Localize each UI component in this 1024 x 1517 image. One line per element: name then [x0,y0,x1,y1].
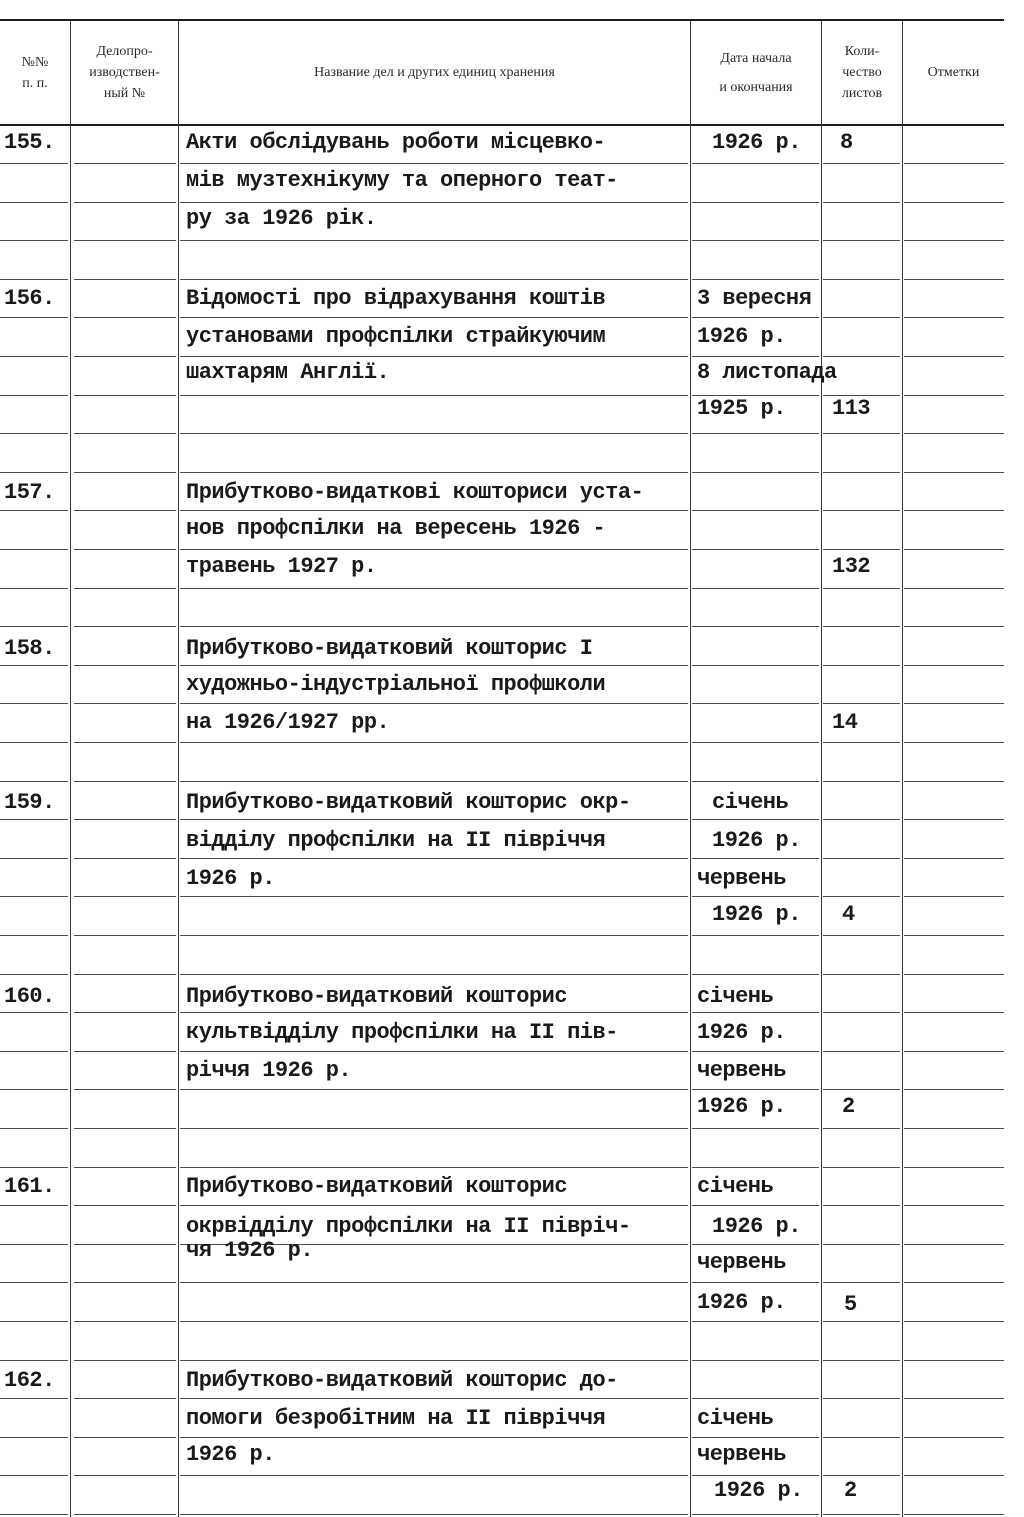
ruled-line [74,317,176,318]
record-date-line: 1926 р. [714,1478,803,1503]
ruled-line [692,1282,819,1283]
ruled-line [180,665,688,666]
header-col-dates [691,21,821,124]
record-date-line: червень [697,1442,786,1467]
ruled-line [180,974,688,975]
ruled-line [0,1051,68,1052]
ruled-line [74,202,176,203]
record-date-line: 1926 р. [712,902,801,927]
ruled-line [904,317,1004,318]
ruled-line [74,1128,176,1129]
ruled-line [823,1398,900,1399]
ruled-line [0,781,68,782]
ruled-line [823,317,900,318]
ruled-line [692,1398,819,1399]
header-text: ный № [103,86,146,101]
ruled-line [74,279,176,280]
ruled-line [180,510,688,511]
record-date-line: 1926 р. [712,828,801,853]
ruled-line [0,665,68,666]
ruled-line [692,202,819,203]
ruled-line [0,433,68,434]
ruled-line [692,1244,819,1245]
ruled-line [823,935,900,936]
column-divider [70,21,71,1517]
ruled-line [180,1514,688,1515]
ruled-line [904,1321,1004,1322]
record-title-line: установами профспілки страйкуючим [186,324,606,349]
ruled-line [180,356,688,357]
ruled-line [180,1128,688,1129]
record-sheet-count: 132 [832,554,871,579]
record-title-line: художньо-індустріальної профшколи [186,672,606,697]
ruled-line [692,703,819,704]
header-col-number [0,21,70,124]
record-title-line: Акти обслідувань роботи місцевко- [186,130,606,155]
ruled-line [74,1089,176,1090]
ruled-line [0,356,68,357]
record-date-line: 1926 р. [697,1020,786,1045]
ruled-line [74,472,176,473]
ruled-line [74,1514,176,1515]
ruled-line [823,819,900,820]
record-date-line: січень [697,1406,774,1431]
ruled-line [823,974,900,975]
ruled-line [0,935,68,936]
ruled-line [823,1205,900,1206]
ruled-line [904,1282,1004,1283]
ruled-line [692,1437,819,1438]
ruled-line [180,1475,688,1476]
header-text: Дата начала [720,50,792,66]
ruled-line [904,1012,1004,1013]
ruled-line [0,1514,68,1515]
record-title-line: Відомості про відрахування коштів [186,286,606,311]
ruled-line [904,1051,1004,1052]
header-text: п. п. [22,75,48,91]
record-title-line: Прибутково-видаткові кошториси уста- [186,480,644,505]
ruled-line [904,781,1004,782]
ruled-line [823,1360,900,1361]
record-sheet-count: 113 [832,396,871,421]
ruled-line [0,1205,68,1206]
ruled-line [823,1244,900,1245]
column-divider [902,21,903,1517]
ruled-line [692,1167,819,1168]
record-title-line: травень 1927 р. [186,554,377,579]
ruled-line [823,1051,900,1052]
ruled-line [180,1167,688,1168]
ruled-line [0,588,68,589]
ruled-line [74,163,176,164]
header-text: Делопро- [96,44,153,59]
ruled-line [692,279,819,280]
ruled-line [180,1051,688,1052]
ruled-line [904,549,1004,550]
ruled-line [904,433,1004,434]
column-divider [178,21,179,1517]
record-date-line: 1926 р. [697,1094,786,1119]
record-title-line: 1926 р. [186,866,275,891]
ruled-line [904,896,1004,897]
ruled-line [904,703,1004,704]
ruled-line [74,781,176,782]
ruled-line [180,1205,688,1206]
ruled-line [180,1089,688,1090]
record-title-line: Прибутково-видатковий кошторис [186,984,568,1009]
ruled-line [180,1360,688,1361]
ruled-line [692,433,819,434]
ruled-line [904,1089,1004,1090]
ruled-line [74,1282,176,1283]
ruled-line [904,819,1004,820]
ruled-line [74,395,176,396]
ruled-line [0,510,68,511]
ruled-line [904,1398,1004,1399]
ruled-line [74,1205,176,1206]
ruled-line [74,1475,176,1476]
record-date-line: 1926 р. [697,324,786,349]
record-title-line: відділу профспілки на II півріччя [186,828,606,853]
ruled-line [180,472,688,473]
ruled-line [692,510,819,511]
ruled-line [0,742,68,743]
ruled-line [0,1244,68,1245]
ruled-line [180,317,688,318]
ruled-line [74,240,176,241]
record-sheet-count: 8 [840,130,853,155]
ruled-line [692,1051,819,1052]
ruled-line [0,549,68,550]
record-date-line: червень [697,866,786,891]
header-text: и окончания [719,79,793,95]
record-sheet-count: 4 [842,902,855,927]
ruled-line [0,240,68,241]
ruled-line [74,1437,176,1438]
ruled-line [180,1437,688,1438]
ruled-line [823,1089,900,1090]
ruled-line [904,163,1004,164]
ruled-line [904,935,1004,936]
ruled-line [904,1205,1004,1206]
ruled-line [904,202,1004,203]
ruled-line [692,858,819,859]
ruled-line [74,1321,176,1322]
ruled-line [692,1360,819,1361]
ruled-line [823,896,900,897]
ruled-line [904,510,1004,511]
ruled-line [74,1244,176,1245]
record-title-line: Прибутково-видатковий кошторис окр- [186,790,631,815]
record-title-line: помоги безробітним на II півріччя [186,1406,606,1431]
ruled-line [74,819,176,820]
ruled-line [692,240,819,241]
ruled-line [74,1012,176,1013]
ruled-line [823,549,900,550]
header-text: листов [841,86,883,101]
ruled-line [823,626,900,627]
ruled-line [692,1012,819,1013]
ruled-line [823,703,900,704]
ruled-line [180,819,688,820]
record-title-line: Прибутково-видатковий кошторис [186,1174,568,1199]
ruled-line [692,626,819,627]
ruled-line [823,433,900,434]
ruled-line [823,510,900,511]
ruled-line [692,163,819,164]
ruled-line [692,935,819,936]
ruled-line [180,433,688,434]
record-date-line: 8 листопада [697,360,837,385]
ruled-line [0,1437,68,1438]
ruled-line [823,1282,900,1283]
ruled-line [692,317,819,318]
ruled-line [823,163,900,164]
ruled-line [74,665,176,666]
ruled-line [74,742,176,743]
ruled-line [0,819,68,820]
ruled-line [823,1475,900,1476]
ruled-line [0,1398,68,1399]
ruled-line [0,858,68,859]
ruled-line [823,588,900,589]
ruled-line [692,588,819,589]
ruled-line [180,279,688,280]
ruled-line [74,1051,176,1052]
ruled-line [180,1321,688,1322]
ruled-line [0,1475,68,1476]
ruled-line [74,356,176,357]
ruled-line [180,935,688,936]
record-title-line: нов профспілки на вересень 1926 - [186,516,606,541]
header-text: чество [842,65,882,80]
ruled-line [180,703,688,704]
ruled-line [904,240,1004,241]
ruled-line [74,549,176,550]
ruled-line [692,1514,819,1515]
ruled-line [180,896,688,897]
record-title-line: ру за 1926 рік. [186,206,377,231]
ruled-line [74,1398,176,1399]
ruled-line [904,1244,1004,1245]
ruled-line [823,665,900,666]
ruled-line [692,1089,819,1090]
record-title-line: окрвідділу профспілки на II півріч- [186,1214,631,1239]
ruled-line [823,1012,900,1013]
record-date-line: червень [697,1058,786,1083]
ruled-line [74,1167,176,1168]
column-divider [821,21,822,1517]
record-date-line: 1926 р. [712,1214,801,1239]
ruled-line [180,588,688,589]
ruled-line [823,240,900,241]
ruled-line [904,395,1004,396]
ruled-line [74,510,176,511]
record-title-line: культвідділу профспілки на II пів- [186,1020,618,1045]
ruled-line [692,549,819,550]
record-date-line: січень [697,984,774,1009]
header-col-sheet-count [822,21,902,124]
ruled-line [692,1321,819,1322]
record-title-line: річчя 1926 р. [186,1058,352,1083]
ruled-line [180,781,688,782]
ruled-line [904,279,1004,280]
ruled-line [692,1205,819,1206]
record-title-line: 1926 р. [186,1442,275,1467]
ruled-line [74,858,176,859]
ruled-line [180,549,688,550]
ruled-line [904,472,1004,473]
ruled-line [0,1360,68,1361]
ruled-line [180,1398,688,1399]
ruled-line [180,858,688,859]
ruled-line [904,858,1004,859]
record-number: 155. [4,130,55,155]
record-title-line: шахтарям Англії. [186,360,390,385]
record-number: 162. [4,1368,55,1393]
record-number: 159. [4,790,55,815]
ruled-line [692,472,819,473]
ruled-line [180,626,688,627]
ruled-line [74,433,176,434]
ruled-line [904,1475,1004,1476]
ruled-line [904,974,1004,975]
record-number: 160. [4,984,55,1009]
record-number: 156. [4,286,55,311]
record-number: 157. [4,480,55,505]
record-title-line: Прибутково-видатковий кошторис до- [186,1368,618,1393]
ruled-line [180,240,688,241]
ruled-line [0,1167,68,1168]
header-text: №№ [21,54,49,70]
ruled-line [904,1128,1004,1129]
record-sheet-count: 2 [844,1478,857,1503]
record-title-line: на 1926/1927 рр. [186,710,390,735]
ruled-line [904,356,1004,357]
ruled-line [74,1360,176,1361]
ruled-line [823,356,900,357]
ruled-line [904,588,1004,589]
ruled-line [692,742,819,743]
ruled-line [904,1167,1004,1168]
ruled-line [0,896,68,897]
ruled-line [823,1128,900,1129]
record-title-line: мів музтехнікуму та оперного теат- [186,168,618,193]
ruled-line [74,974,176,975]
record-date-line: 1925 р. [697,396,786,421]
ruled-line [904,1437,1004,1438]
ruled-line [692,819,819,820]
ruled-line [823,1437,900,1438]
column-divider [690,21,691,1517]
header-text: Коли- [844,44,880,59]
ruled-line [823,202,900,203]
ruled-line [823,279,900,280]
ruled-line [0,626,68,627]
ruled-line [692,356,819,357]
ruled-line [904,665,1004,666]
ruled-line [823,1167,900,1168]
record-date-line: 1926 р. [697,1290,786,1315]
ruled-line [74,935,176,936]
ruled-line [0,317,68,318]
header-text: Отметки [927,65,980,80]
header-col-notes [903,21,1004,124]
ruled-line [0,1012,68,1013]
ruled-line [823,742,900,743]
ruled-line [0,1321,68,1322]
ruled-line [180,1282,688,1283]
ruled-line [180,163,688,164]
record-date-line: червень [697,1250,786,1275]
header-text: изводствен- [89,65,160,80]
ruled-line [180,1012,688,1013]
ruled-line [180,742,688,743]
record-sheet-count: 14 [832,710,858,735]
record-number: 161. [4,1174,55,1199]
record-date-line: січень [712,790,789,815]
ruled-line [692,665,819,666]
ruled-line [823,1321,900,1322]
ruled-line [74,703,176,704]
ruled-line [0,703,68,704]
header-col-office-number [71,21,178,124]
record-sheet-count: 2 [842,1094,855,1119]
ruled-line [904,742,1004,743]
header-text: Название дел и других единиц хранения [314,65,555,80]
ruled-line [180,395,688,396]
ruled-line [74,896,176,897]
ruled-line [823,472,900,473]
ruled-line [0,1282,68,1283]
ruled-line [692,896,819,897]
ruled-line [823,781,900,782]
ruled-line [0,974,68,975]
ruled-line [904,626,1004,627]
record-date-line: 3 вересня [697,286,812,311]
ruled-line [692,974,819,975]
ruled-line [0,395,68,396]
ruled-line [823,1514,900,1515]
ruled-line [904,1360,1004,1361]
record-date-line: січень [697,1174,774,1199]
record-title-line: Прибутково-видатковий кошторис I [186,636,593,661]
record-date-line: 1926 р. [712,130,801,155]
ruled-line [823,858,900,859]
ruled-line [692,1128,819,1129]
record-number: 158. [4,636,55,661]
ruled-line [0,279,68,280]
ruled-line [0,163,68,164]
ruled-line [74,626,176,627]
header-bottom-border [0,124,1004,126]
ruled-line [0,202,68,203]
header-col-title [179,21,690,124]
record-title-line: чя 1926 р. [186,1238,314,1263]
ruled-line [0,1128,68,1129]
record-sheet-count: 5 [844,1292,857,1317]
ruled-line [0,1089,68,1090]
ruled-line [692,781,819,782]
ruled-line [0,472,68,473]
ruled-line [904,1514,1004,1515]
ruled-line [74,588,176,589]
ruled-line [180,202,688,203]
